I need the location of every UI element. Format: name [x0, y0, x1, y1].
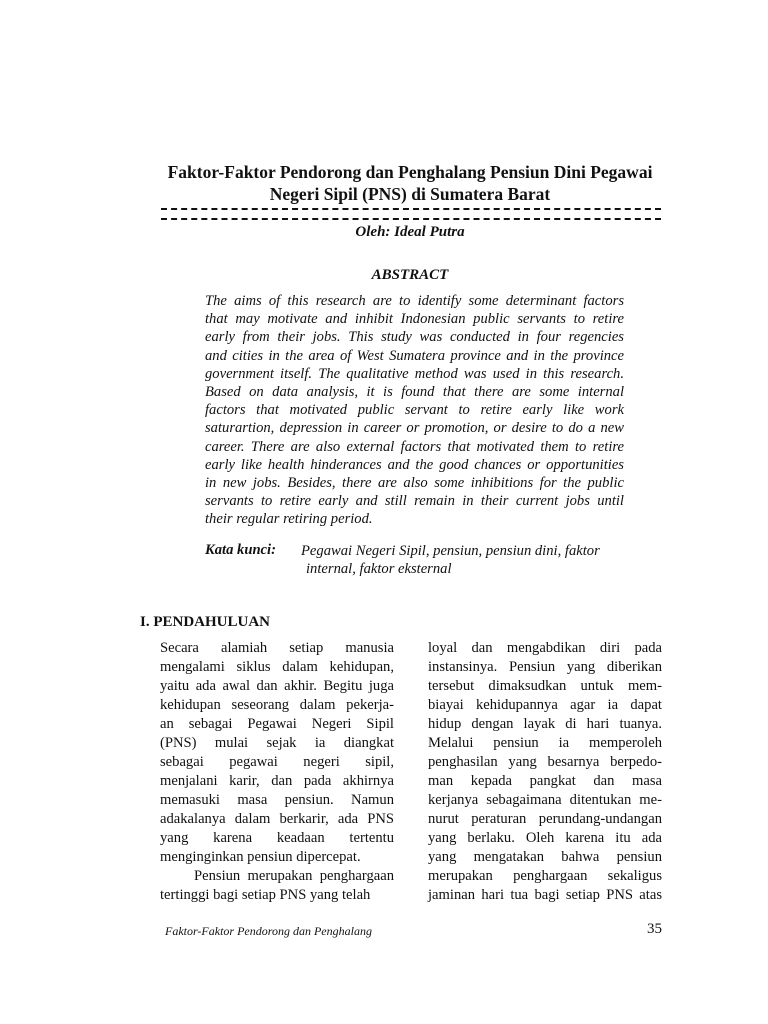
- body-line: tertinggi bagi setiap PNS yang telah: [160, 887, 371, 903]
- body-line: mengalami siklus dalam kehidupan,: [160, 659, 394, 675]
- body-line: yang berlaku. Oleh karena itu ada: [428, 830, 662, 846]
- body-line: tersebut dimaksudkan untuk mem-: [428, 678, 662, 694]
- page-number: 35: [647, 921, 662, 937]
- body-line: biayai kehidupannya agar ia dapat: [428, 697, 662, 713]
- body-line: menginginkan pensiun dipercepat.: [160, 849, 361, 865]
- abstract-line: and cities in the area of West Sumatera province and in the province: [205, 347, 624, 364]
- body-line: loyal dan mengabdikan diri pada: [428, 640, 662, 656]
- body-line: hidup dengan layak di hari tuanya.: [428, 716, 662, 732]
- abstract-line: their regular retiring period.: [205, 511, 373, 528]
- body-line: jaminan hari tua bagi setiap PNS atas: [428, 887, 662, 903]
- body-line: menjalani karir, dan pada akhirnya: [160, 773, 394, 789]
- abstract-body: [205, 292, 624, 529]
- keywords-line-1: Pegawai Negeri Sipil, pensiun, pensiun dini, faktor: [301, 543, 600, 559]
- body-line: Pensiun merupakan penghargaan: [194, 868, 394, 884]
- paper-title: [140, 161, 680, 205]
- abstract-line: servants to retire early and still remain in their current jobs until: [205, 493, 624, 510]
- keywords-label: Kata kunci:: [205, 542, 276, 558]
- abstract-line: The aims of this research are to identify some determinant factors: [205, 293, 624, 309]
- body-line: merupakan penghargaan sekaligus: [428, 868, 662, 884]
- abstract-line: early from their jobs. This study was conducted in four regencies: [205, 329, 624, 346]
- body-line: an sebagai Pegawai Negeri Sipil: [160, 716, 394, 732]
- body-line: yaitu ada awal dan akhir. Begitu juga: [160, 678, 394, 694]
- section-heading: I. PENDAHULUAN: [140, 614, 271, 630]
- body-line: (PNS) mulai sejak ia diangkat: [160, 735, 394, 751]
- body-line: man kepada pangkat dan masa: [428, 773, 662, 789]
- body-column-right: [428, 639, 662, 905]
- body-line: instansinya. Pensiun yang diberikan: [428, 659, 662, 675]
- abstract-line: that may motivate and inhibit Indonesian public servants to retire: [205, 311, 624, 328]
- body-line: Secara alamiah setiap manusia: [160, 640, 394, 656]
- body-line: adakalanya dalam berkarir, ada PNS: [160, 811, 394, 827]
- body-line: yang karena keadaan tertentu: [160, 830, 394, 846]
- body-column-left: [160, 639, 394, 905]
- body-line: yang mengatakan bahwa pensiun: [428, 849, 662, 865]
- abstract-heading: ABSTRACT: [371, 267, 449, 283]
- abstract-line: early like health hinderances and the good chances or opportunities: [205, 456, 624, 473]
- abstract-line: factors that motivated public servant to retire early like work: [205, 402, 624, 419]
- paper-title-line-2: Negeri Sipil (PNS) di Sumatera Barat: [269, 184, 551, 204]
- body-line: kerjanya sebagaimana ditentukan me-: [428, 792, 662, 808]
- running-footer-title: Faktor-Faktor Pendorong dan Penghalang: [165, 924, 372, 938]
- body-line: Melalui pensiun ia memperoleh: [428, 735, 662, 751]
- paper-title-line-1: Faktor-Faktor Pendorong dan Penghalang Pensiun Dini Pegawai: [167, 162, 653, 182]
- body-line: kehidupan seseorang dalam pekerja-: [160, 697, 394, 713]
- body-line: sebagai pegawai negeri sipil,: [160, 754, 394, 770]
- author-byline: Oleh: Ideal Putra: [355, 224, 465, 240]
- keywords-text: [301, 542, 627, 578]
- keywords-line-2: internal, faktor eksternal: [306, 561, 452, 577]
- abstract-line: government itself. The qualitative method was used in this research.: [205, 365, 624, 382]
- abstract-line: career. There are also external factors that motivated them to retire: [205, 438, 624, 455]
- double-rule-divider: [161, 208, 661, 220]
- body-line: nurut peraturan perundang-undangan: [428, 811, 662, 827]
- abstract-line: in new jobs. Besides, there are also some inhibitions for the public: [205, 475, 624, 492]
- body-line: penghasilan yang besarnya berpedo-: [428, 754, 662, 770]
- abstract-line: Based on data analysis, it is found that there are some internal: [205, 384, 624, 401]
- body-line: memasuki masa pensiun. Namun: [160, 792, 394, 808]
- abstract-line: saturartion, depression in career or promotion, or desire to do a new: [205, 420, 624, 437]
